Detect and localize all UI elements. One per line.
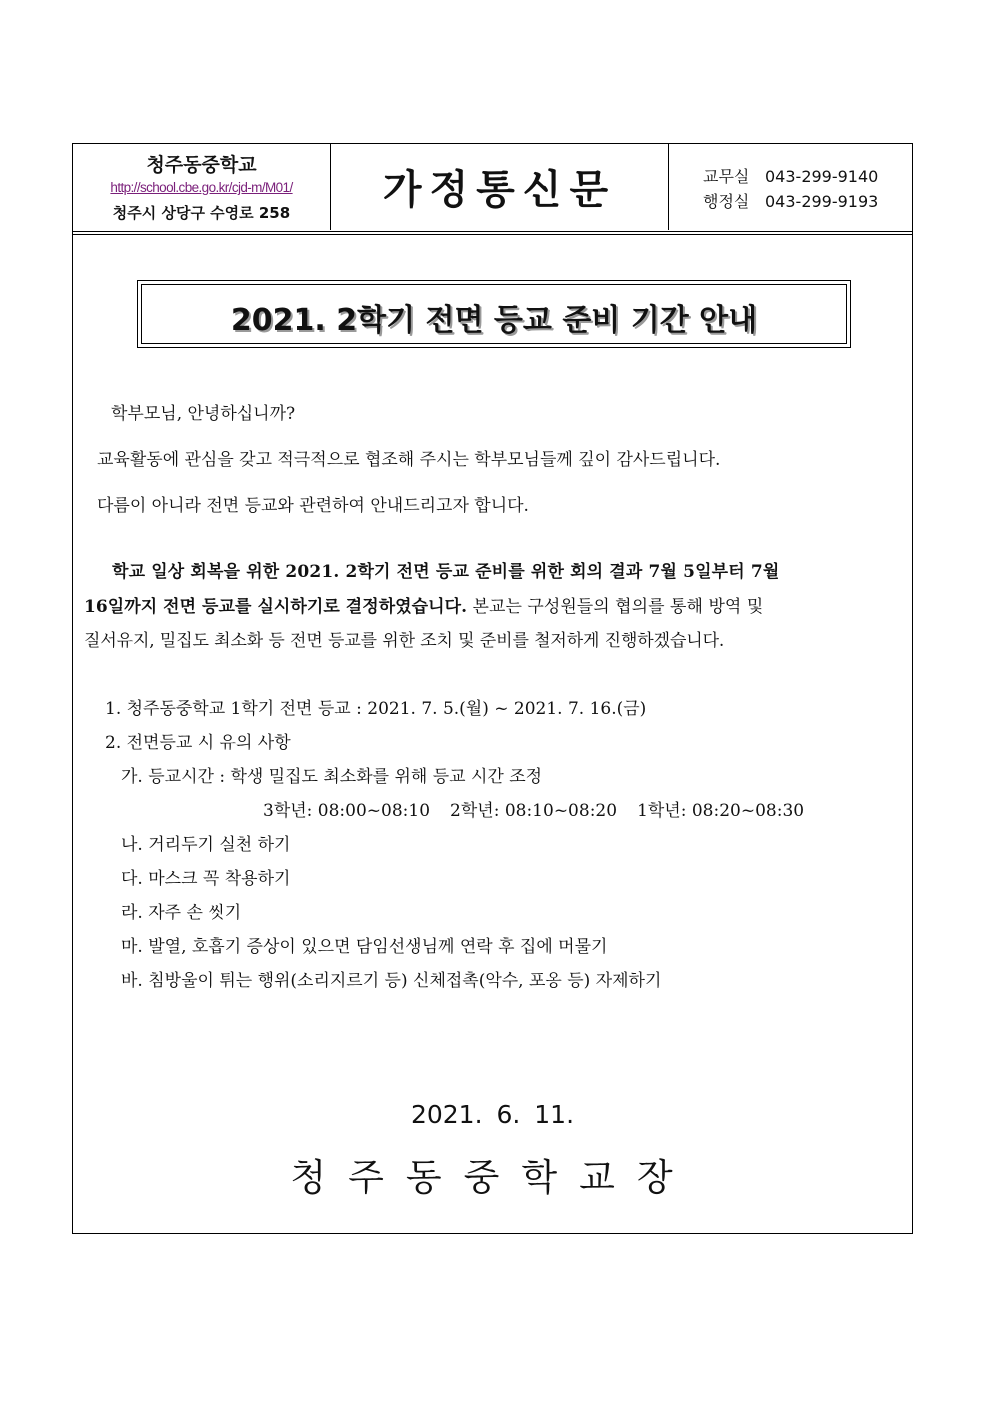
greeting-line: 다름이 아니라 전면 등교와 관련하여 안내드리고자 합니다. [97, 496, 529, 516]
header-divider [73, 234, 912, 235]
list-sub-item: 가. 등교시간 : 학생 밀집도 최소화를 위해 등교 시간 조정 [121, 767, 543, 787]
school-name: 청주동중학교 [146, 154, 257, 176]
contact-cell [669, 144, 912, 230]
newsletter-title: 가정통신문 [382, 167, 617, 213]
body-paragraph-line: 질서유지, 밀집도 최소화 등 전면 등교를 위한 조치 및 준비를 철저하게 진행하겠습니다. [84, 631, 725, 651]
newsletter-frame [72, 143, 913, 1234]
phone-label: 교무실 [703, 167, 750, 186]
list-sub-item: 바. 침방울이 튀는 행위(소리지르기 등) 신체접촉(악수, 포옹 등) 자제하기 [121, 971, 662, 991]
phone-number: 043-299-9140 [765, 167, 879, 186]
body-paragraph-line [84, 592, 905, 617]
issue-date: 2021. 6. 11. [410, 1100, 575, 1129]
schedule-1st-grade: 1학년: 08:20~08:30 [637, 801, 805, 821]
school-url-link[interactable]: http://school.cbe.go.kr/cjd-m/M01/ [110, 180, 293, 195]
list-item: 1. 청주동중학교 1학기 전면 등교 : 2021. 7. 5.(월) ~ 2021. 7. 16.(금) [105, 699, 647, 719]
principal-signature: 청주동중학교장 [290, 1156, 695, 1199]
newsletter-title-cell [331, 144, 669, 230]
list-sub-item: 나. 거리두기 실천 하기 [121, 835, 291, 855]
schedule-3rd-grade: 3학년: 08:00~08:10 [263, 801, 431, 821]
school-address: 청주시 상당구 수영로 258 [112, 204, 291, 222]
school-info-cell [73, 144, 331, 230]
list-item: 2. 전면등교 시 유의 사항 [105, 733, 291, 753]
body-paragraph-line: 학교 일상 회복을 위한 2021. 2학기 전면 등교 준비를 위한 회의 결과 7월 5일부터 7월 [112, 562, 780, 582]
document-title: 2021. 2학기 전면 등교 준비 기간 안내 [230, 303, 758, 338]
title-box [137, 280, 851, 348]
greeting-line: 교육활동에 관심을 갖고 적극적으로 협조해 주시는 학부모님들께 깊이 감사드립니다. [97, 450, 721, 470]
phone-number: 043-299-9193 [765, 192, 879, 211]
phone-row-admin [703, 189, 878, 212]
list-sub-item: 마. 발열, 호흡기 증상이 있으면 담임선생님께 연락 후 집에 머물기 [121, 937, 608, 957]
phone-row-academic [703, 164, 878, 187]
schedule-2nd-grade: 2학년: 08:10~08:20 [450, 801, 618, 821]
body-emphasis: 16일까지 전면 등교를 실시하기로 결정하였습니다. [84, 597, 468, 617]
list-sub-item: 다. 마스크 꼭 착용하기 [121, 869, 291, 889]
schedule-row [263, 796, 804, 821]
greeting-line: 학부모님, 안녕하십니까? [111, 404, 296, 424]
phone-label: 행정실 [703, 192, 750, 211]
newsletter-header [73, 144, 912, 232]
body-text: 본교는 구성원들의 협의를 통해 방역 및 [467, 597, 764, 617]
list-sub-item: 라. 자주 손 씻기 [121, 903, 242, 923]
